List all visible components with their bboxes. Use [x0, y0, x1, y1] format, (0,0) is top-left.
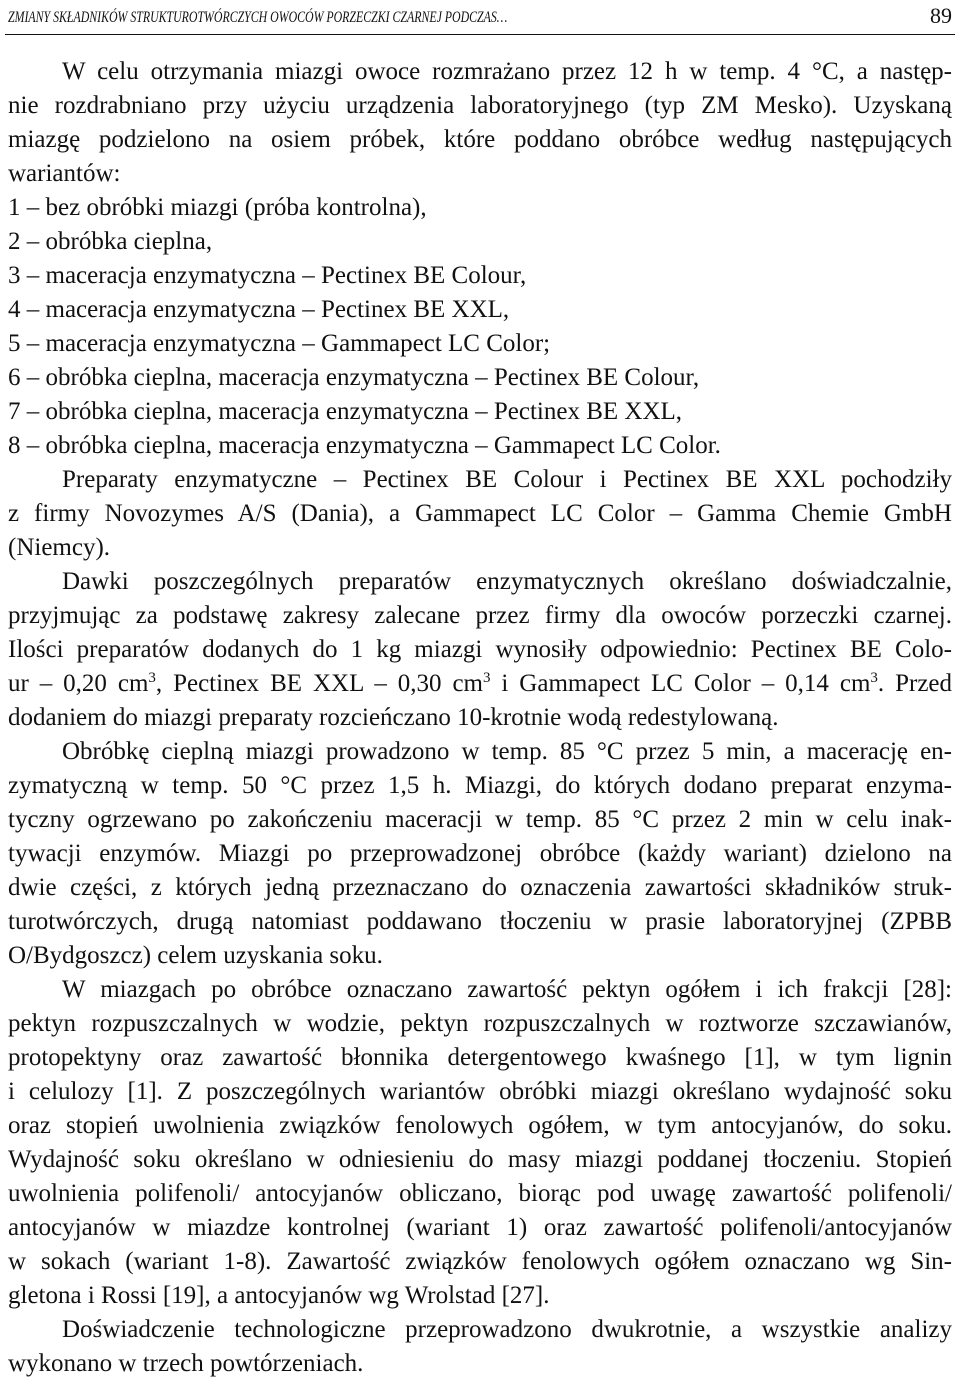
- page-number: 89: [930, 3, 952, 28]
- variant-list: [8, 191, 952, 463]
- paragraph-enzyme-doses: [8, 565, 952, 735]
- text-segment: , Pectinex BE XXL – 0,30 cm: [155, 670, 483, 697]
- paragraph-sample-preparation: [8, 55, 952, 191]
- variant-item: 5 – maceracja enzymatyczna – Gammapect LC Color;: [8, 330, 551, 357]
- running-title: ZMIANY SKŁADNIKÓW STRUKTUROTWÓRCZYCH OWOCÓW PORZECZKI CZARNEJ PODCZAS…: [8, 9, 508, 26]
- text-line: protopektyny oraz zawartość błonnika detergentowego kwaśnego [1], w tym lignin: [8, 1044, 952, 1071]
- variant-item: 8 – obróbka cieplna, maceracja enzymatyczna – Gammapect LC Color.: [8, 432, 721, 459]
- superscript: 3: [148, 670, 156, 686]
- variant-item: 4 – maceracja enzymatyczna – Pectinex BE XXL,: [8, 296, 510, 323]
- text-line: przyjmując za podstawę zakresy zalecane przez firmy dla owoców porzeczki czarnej.: [8, 602, 952, 629]
- text-line: Ilości preparatów dodanych do 1 kg miazgi wynosiły odpowiednio: Pectinex BE Colo-: [8, 636, 952, 663]
- text-line: O/Bydgoszcz) celem uzyskania soku.: [8, 942, 383, 969]
- text-line: gletona i Rossi [19], a antocyjanów wg Wrolstad [27].: [8, 1282, 550, 1309]
- text-line: uwolnienia polifenoli/ antocyjanów obliczano, biorąc pod uwagę zawartość polifenoli/: [8, 1180, 952, 1207]
- text-line: i celulozy [1]. Z poszczególnych wariantów obróbki miazgi określano wydajność soku: [8, 1078, 952, 1105]
- text-line: turotwórczych, drugą natomiast poddawano tłoczeniu w prasie laboratoryjnej (ZPBB: [8, 908, 952, 935]
- text-line: Wydajność soku określano w odniesieniu do masy miazgi poddanej tłoczeniu. Stopień: [8, 1146, 952, 1173]
- text-line: Doświadczenie technologiczne przeprowadzono dwukrotnie, a wszystkie analizy: [62, 1316, 952, 1343]
- paragraph-enzyme-preparations: [8, 463, 952, 565]
- variant-item: 7 – obróbka cieplna, maceracja enzymatyczna – Pectinex BE XXL,: [8, 398, 683, 425]
- paragraph-heat-treatment: [8, 735, 952, 973]
- superscript: 3: [483, 670, 491, 686]
- variant-item: 6 – obróbka cieplna, maceracja enzymatyczna – Pectinex BE Colour,: [8, 364, 700, 391]
- text-line: Preparaty enzymatyczne – Pectinex BE Colour i Pectinex BE XXL pochodziły: [62, 466, 952, 493]
- text-segment: i Gammapect LC Color – 0,14 cm: [490, 670, 871, 697]
- text-line: zymatyczną w temp. 50 °C przez 1,5 h. Miazgi, do których dodano preparat enzyma-: [8, 772, 952, 799]
- paragraph-analyses: [8, 973, 952, 1313]
- text-line: oraz stopień uwolnienia związków fenolowych ogółem, w tym antocyjanów, do soku.: [8, 1112, 952, 1139]
- text-line: tywacji enzymów. Miazgi po przeprowadzonej obróbce (każdy wariant) dzielono na: [8, 840, 952, 867]
- article-body: [8, 55, 952, 1381]
- text-line: wariantów:: [8, 160, 121, 187]
- text-line: pektyn rozpuszczalnych w wodzie, pektyn rozpuszczalnych w roztworze szczawianów,: [8, 1010, 952, 1037]
- text-line: miazgę podzielono na osiem próbek, które poddano obróbce według następujących: [8, 126, 952, 153]
- variant-item: 2 – obróbka cieplna,: [8, 228, 213, 255]
- paragraph-replication: [8, 1313, 952, 1381]
- text-line: tyczny ogrzewano po zakończeniu maceracji w temp. 85 °C przez 2 min w celu inak-: [8, 806, 952, 833]
- text-line: wykonano w trzech powtórzeniach.: [8, 1350, 364, 1377]
- text-line: dodaniem do miazgi preparaty rozcieńczano 10-krotnie wodą redestylowaną.: [8, 704, 779, 731]
- text-line: dwie części, z których jedną przeznaczano do oznaczenia zawartości składników struk-: [8, 874, 952, 901]
- text-segment: . Przed: [877, 670, 952, 697]
- running-header: [5, 0, 955, 35]
- text-line: w sokach (wariant 1-8). Zawartość związków fenolowych ogółem oznaczano wg Sin-: [8, 1248, 952, 1275]
- text-line: W celu otrzymania miazgi owoce rozmrażano przez 12 h w temp. 4 °C, a następ-: [62, 58, 952, 85]
- text-line: z firmy Novozymes A/S (Dania), a Gammapect LC Color – Gamma Chemie GmbH: [8, 500, 952, 527]
- variant-item: 1 – bez obróbki miazgi (próba kontrolna),: [8, 194, 427, 221]
- text-line: [8, 667, 952, 701]
- text-line: antocyjanów w miazdze kontrolnej (wariant 1) oraz zawartość polifenoli/antocyjanów: [8, 1214, 952, 1241]
- superscript: 3: [870, 670, 878, 686]
- text-line: W miazgach po obróbce oznaczano zawartość pektyn ogółem i ich frakcji [28]:: [62, 976, 952, 1003]
- text-line: (Niemcy).: [8, 534, 111, 561]
- text-segment: ur – 0,20 cm: [8, 670, 149, 697]
- text-line: Obróbkę cieplną miazgi prowadzono w temp. 85 °C przez 5 min, a macerację en-: [62, 738, 952, 765]
- text-line: Dawki poszczególnych preparatów enzymatycznych określano doświadczalnie,: [62, 568, 952, 595]
- variant-item: 3 – maceracja enzymatyczna – Pectinex BE Colour,: [8, 262, 527, 289]
- text-line: nie rozdrabniano przy użyciu urządzenia laboratoryjnego (typ ZM Mesko). Uzyskaną: [8, 92, 952, 119]
